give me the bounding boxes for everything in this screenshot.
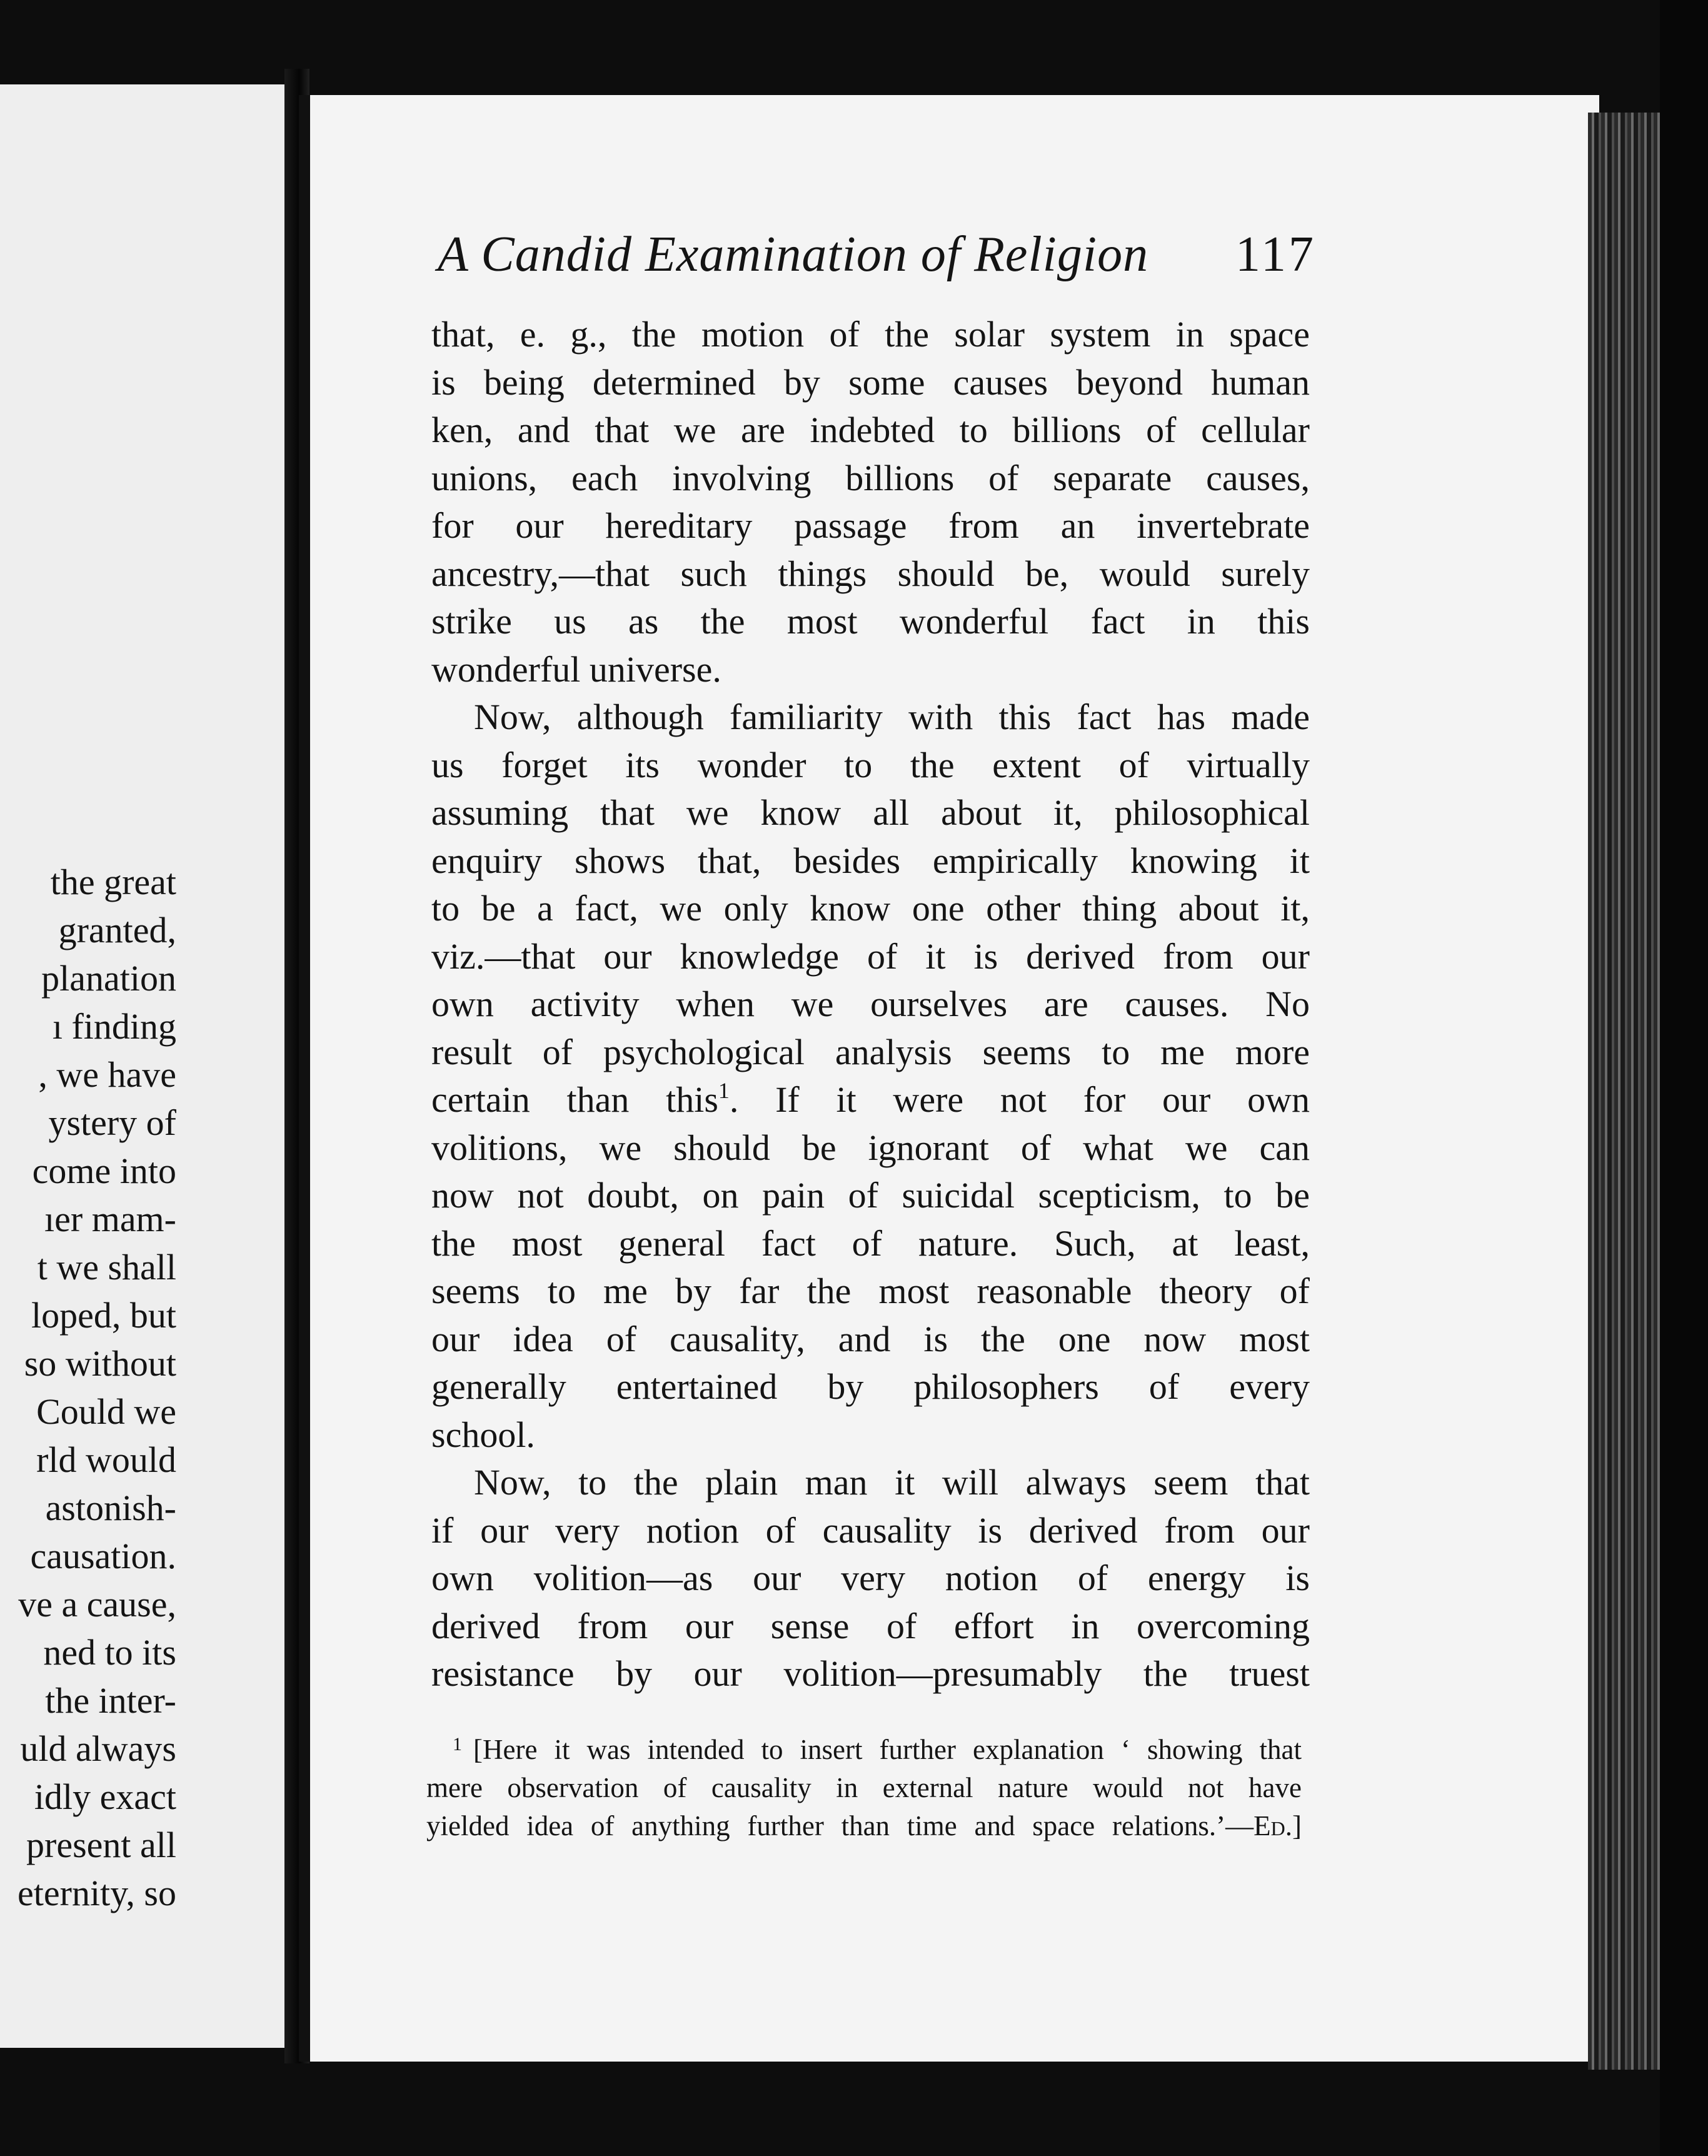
facing-page-line: , we have [38,1054,176,1095]
text-line: wonderful universe. [431,648,721,690]
text-line: assuming that we know all about it, philosophical [431,792,1310,833]
facing-page-line: the great [50,862,176,902]
text-line: us forget its wonder to the extent of virtually [431,744,1310,785]
page-number: 117 [1235,227,1316,282]
text-line: Now, although familiarity with this fact has made [474,697,1310,737]
text-segment: yielded idea of anything further than time and space relations.’— [426,1810,1254,1841]
facing-page-line: uld always [20,1728,176,1769]
footnote-reference: 1 [718,1078,730,1103]
text-line: own volition—as our very notion of energy is [431,1558,1310,1598]
editor-mark: Ed. [1253,1810,1292,1841]
facing-page-line: ı finding [52,1006,176,1047]
facing-page-line: granted, [58,910,176,950]
facing-page-line: idly exact [34,1776,176,1817]
facing-page-line: loped, but [31,1295,176,1336]
footnote-mark: 1 [453,1734,462,1755]
facing-page-line: causation. [30,1536,176,1576]
text-segment: ] [1292,1810,1302,1841]
facing-page-line: present all [26,1825,176,1865]
text-line: enquiry shows that, besides empirically knowing it [431,840,1310,881]
text-line: own activity when we ourselves are causes. No [431,984,1310,1024]
text-line: Now, to the plain man it will always seem that [474,1462,1310,1503]
text-line: to be a fact, we only know one other thing about it, [431,888,1310,929]
text-segment: [Here it was intended to insert further explanation ‘ showing that [473,1734,1302,1765]
running-head [438,220,1316,289]
text-line: school. [431,1414,535,1455]
facing-page-line: ned to its [43,1632,176,1673]
text-line: now not doubt, on pain of suicidal scepticism, to be [431,1175,1310,1216]
facing-page-line: t we shall [37,1247,176,1287]
facing-page-line: the inter- [45,1680,176,1721]
text-line: for our hereditary passage from an invertebrate [431,505,1310,546]
facing-page-line: so without [24,1343,176,1384]
facing-page-line: come into [32,1151,176,1191]
facing-page-line: ve a cause, [18,1584,176,1625]
facing-page-line: planation [41,958,176,999]
text-line: strike us as the most wonderful fact in this [431,601,1310,642]
page-stack-edge [1588,113,1660,2070]
text-line: resistance by our volition—presumably the truest [431,1653,1310,1694]
facing-page-line: ıer mam- [44,1199,176,1239]
facing-page-line: Could we [36,1391,176,1432]
footnote-line [426,1807,1302,1845]
text-line: result of psychological analysis seems to me more [431,1031,1310,1072]
text-line [431,1076,1310,1124]
text-segment: . If it were not for our own [729,1079,1310,1120]
text-line: is being determined by some causes beyond human [431,361,1310,403]
facing-page-line: ystery of [48,1102,176,1143]
text-line: unions, each involving billions of separate causes, [431,457,1310,498]
text-line: seems to me by far the most reasonable theory of [431,1271,1310,1311]
text-line: that, e. g., the motion of the solar system in space [431,314,1310,355]
facing-page-line: rld would [36,1439,176,1480]
text-line: generally entertained by philosophers of every [431,1366,1310,1407]
body-text [431,311,1310,1698]
facing-page [0,84,284,2048]
running-head-title: A Candid Examination of Religion [438,227,1149,282]
background-edge [1660,0,1708,2156]
text-line: volitions, we should be ignorant of what we can [431,1127,1310,1168]
facing-page-text [0,858,176,1917]
text-line: ancestry,—that such things should be, would surely [431,553,1310,594]
footnote-line [426,1731,1302,1769]
facing-page-line: eternity, so [18,1873,176,1913]
text-segment: certain than this [431,1079,718,1120]
text-line: viz.—that our knowledge of it is derived from our [431,935,1310,977]
footnote-line: mere observation of causality in external nature would not have [426,1772,1302,1803]
text-line: the most general fact of nature. Such, at least, [431,1222,1310,1264]
text-line: ken, and that we are indebted to billions of cellular [431,410,1310,450]
facing-page-line: astonish- [45,1488,176,1528]
footnote [426,1731,1302,1845]
text-line: if our very notion of causality is derived from our [431,1509,1310,1551]
text-line: our idea of causality, and is the one now most [431,1318,1310,1359]
text-line: derived from our sense of effort in overcoming [431,1605,1310,1646]
